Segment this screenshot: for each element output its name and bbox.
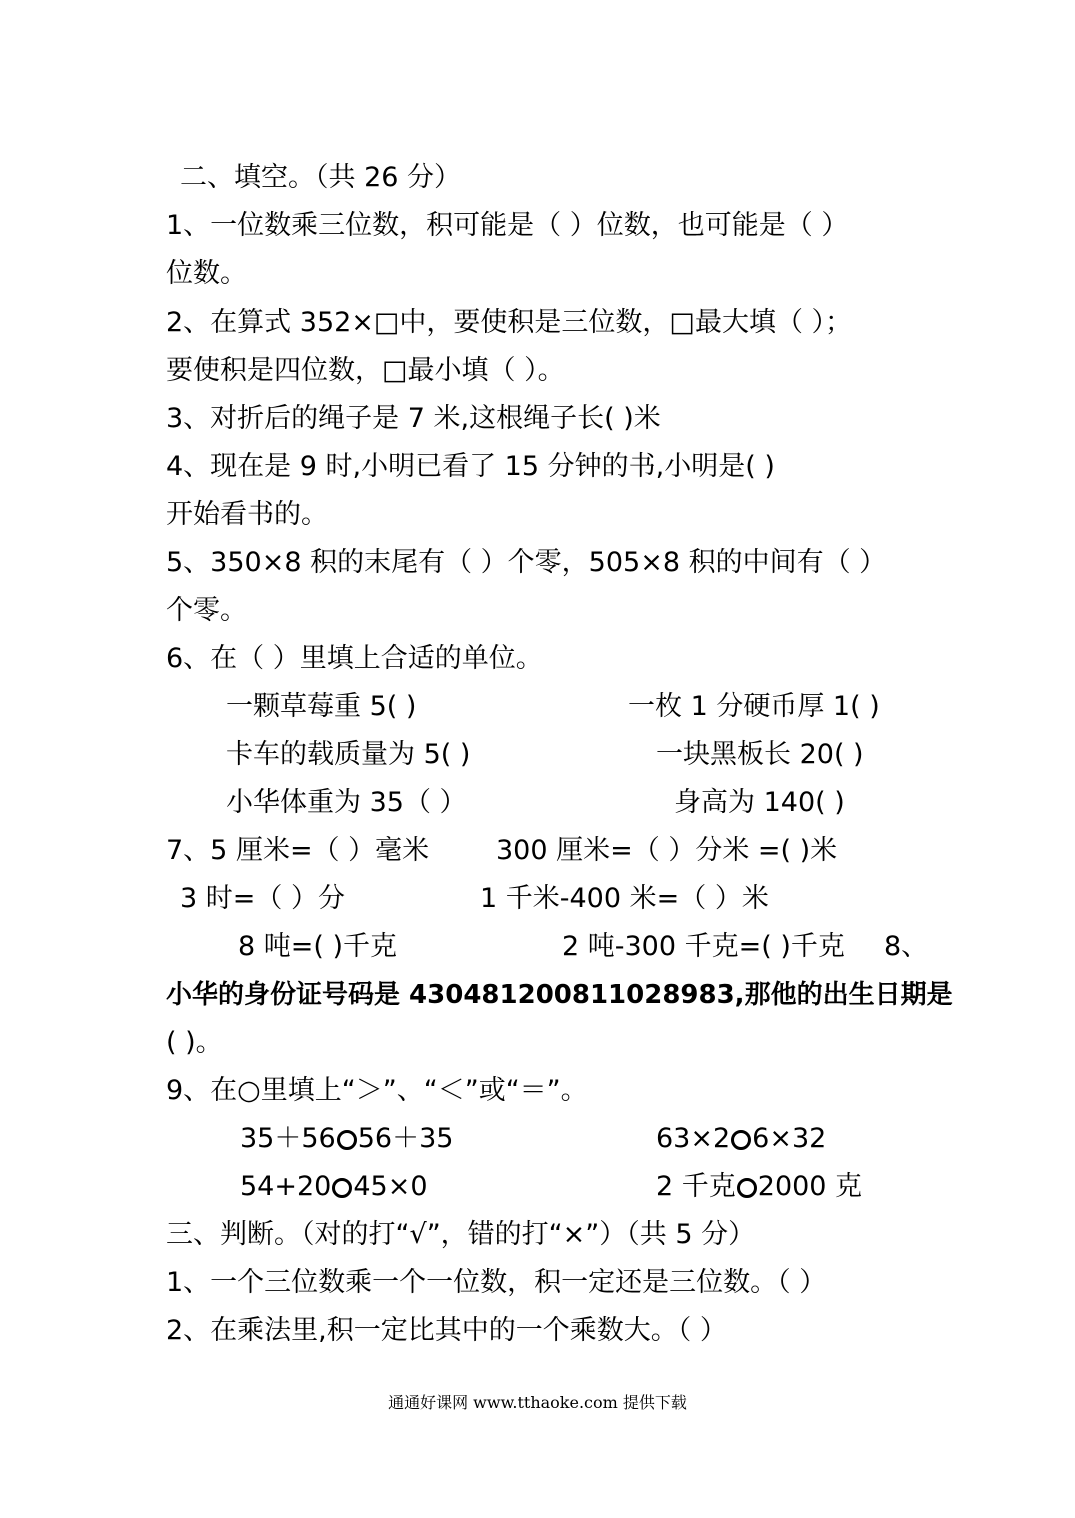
q7-line2a: 3 时=（ ）分 <box>180 883 345 914</box>
answer-circle-icon[interactable] <box>337 1130 357 1150</box>
judge-item: 2、在乘法里,积一定比其中的一个乘数大。（ ） <box>166 1315 727 1346</box>
section3-heading: 三、判断。（对的打“√”，错的打“×”）（共 5 分） <box>166 1219 756 1250</box>
q6-item: 身高为 140( ) <box>674 787 845 818</box>
q6-title: 6、在（ ）里填上合适的单位。 <box>166 643 543 674</box>
q8-line2: ( )。 <box>166 1027 223 1058</box>
q6-item: 小华体重为 35（ ） <box>226 787 467 818</box>
q6-item: 一颗草莓重 5( ) <box>226 691 417 722</box>
comparison-right: 56＋35 <box>357 1123 454 1154</box>
q8-line1: 小华的身份证号码是 430481200811028983,那他的出生日期是 <box>166 980 953 1010</box>
q3-line: 3、对折后的绳子是 7 米,这根绳子长( )米 <box>166 403 661 434</box>
comparison-right: 2000 克 <box>757 1171 863 1202</box>
answer-circle-icon[interactable] <box>737 1178 757 1198</box>
q4-line2: 开始看书的。 <box>166 499 328 530</box>
q1-line1: 1、一位数乘三位数，积可能是（ ）位数，也可能是（ ） <box>166 210 849 241</box>
judge-item: 1、一个三位数乘一个一位数，积一定还是三位数。（ ） <box>166 1267 827 1298</box>
q5-line2: 个零。 <box>166 595 247 626</box>
q9-comparison <box>240 1170 428 1204</box>
comparison-left: 35＋56 <box>240 1123 336 1154</box>
q6-item: 一枚 1 分硬币厚 1( ) <box>628 691 880 722</box>
q7-line2b: 1 千米-400 米=（ ）米 <box>480 883 769 914</box>
q9-comparison <box>656 1170 862 1204</box>
q7-line3b: 2 吨-300 千克=( )千克 <box>562 931 845 962</box>
comparison-right: 45×0 <box>353 1171 428 1202</box>
q7-line1a: 7、5 厘米=（ ）毫米 <box>166 835 430 866</box>
q2-line2: 要使积是四位数，□最小填（ ）。 <box>166 355 565 386</box>
q2-line1: 2、在算式 352×□中，要使积是三位数，□最大填（ ）； <box>166 307 853 338</box>
q8-number: 8、 <box>884 931 929 962</box>
answer-circle-icon[interactable] <box>731 1130 751 1150</box>
q6-item: 一块黑板长 20( ) <box>656 739 864 770</box>
q9-comparison <box>656 1122 826 1156</box>
comparison-left: 63×2 <box>656 1123 731 1154</box>
footer-download-note: 通通好课网 www.tthaoke.com 提供下载 <box>388 1393 687 1412</box>
answer-circle-icon[interactable] <box>332 1178 352 1198</box>
section2-heading: 二、填空。（共 26 分） <box>180 162 462 193</box>
q6-item: 卡车的载质量为 5( ) <box>226 739 471 770</box>
q7-line3a: 8 吨=( )千克 <box>238 931 398 962</box>
q4-line1: 4、现在是 9 时,小明已看了 15 分钟的书,小明是( ) <box>166 451 775 482</box>
comparison-right: 6×32 <box>752 1123 827 1154</box>
comparison-left: 54+20 <box>240 1171 332 1202</box>
q1-line2: 位数。 <box>166 258 247 289</box>
q5-line1: 5、350×8 积的末尾有（ ）个零，505×8 积的中间有（ ） <box>166 547 887 578</box>
q9-title: 9、在○里填上“＞”、“＜”或“＝”。 <box>166 1075 588 1106</box>
comparison-left: 2 千克 <box>656 1171 736 1202</box>
q9-comparison <box>240 1122 453 1156</box>
q7-line1b: 300 厘米=（ ）分米 =( )米 <box>496 835 838 866</box>
